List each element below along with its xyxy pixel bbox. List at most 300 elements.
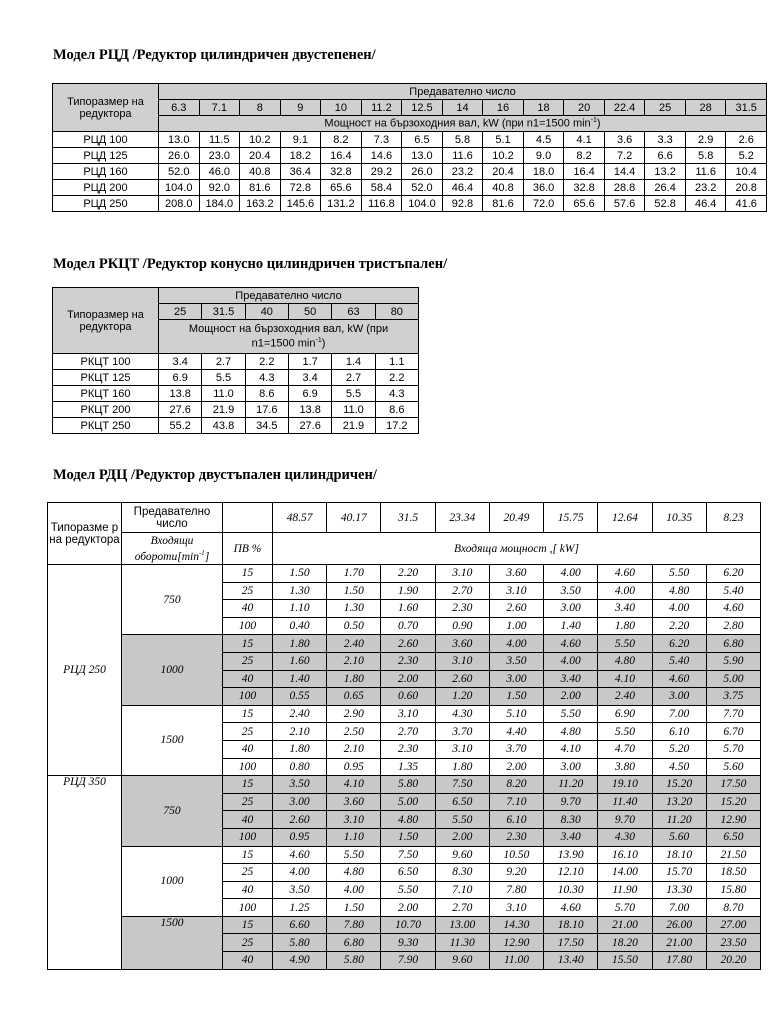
value-cell: 1.50 [327, 899, 381, 917]
value-cell: 3.6 [604, 132, 645, 148]
table-row [48, 846, 761, 864]
speed-cell: 750 [122, 565, 223, 635]
value-cell: 20.4 [240, 148, 281, 164]
value-cell: 5.50 [598, 723, 652, 741]
rkct-power-table [52, 287, 419, 434]
value-cell: 4.00 [652, 600, 706, 618]
value-cell: 40.8 [483, 180, 524, 196]
value-cell: 1.80 [273, 635, 327, 653]
value-cell: 18.0 [523, 164, 564, 180]
value-cell: 1.80 [327, 670, 381, 688]
value-cell: 6.60 [273, 916, 327, 934]
value-cell: 27.00 [706, 916, 760, 934]
table-row [53, 196, 767, 212]
value-cell: 7.80 [489, 881, 543, 899]
pv-cell: 100 [223, 617, 273, 635]
value-cell: 11.90 [598, 881, 652, 899]
value-cell: 9.1 [280, 132, 321, 148]
value-cell: 23.0 [199, 148, 240, 164]
value-cell: 17.6 [245, 402, 288, 418]
ratio-cell: 9 [280, 100, 321, 116]
value-cell: 1.90 [381, 582, 435, 600]
value-cell: 2.20 [652, 617, 706, 635]
value-cell: 23.2 [685, 180, 726, 196]
superscript: -1 [315, 337, 322, 345]
row-label: РЦД 100 [53, 132, 159, 148]
value-cell: 3.70 [489, 740, 543, 758]
value-cell: 18.2 [280, 148, 321, 164]
value-cell: 8.6 [375, 402, 418, 418]
value-cell: 208.0 [159, 196, 200, 212]
value-cell: 8.2 [564, 148, 605, 164]
value-cell: 4.80 [598, 652, 652, 670]
value-cell: 4.00 [544, 652, 598, 670]
value-cell: 58.4 [361, 180, 402, 196]
pv-cell: 15 [223, 705, 273, 723]
value-cell: 15.70 [652, 864, 706, 882]
table-row [48, 635, 761, 653]
value-cell: 0.60 [381, 688, 435, 706]
value-cell: 6.9 [288, 386, 331, 402]
value-cell: 3.40 [544, 670, 598, 688]
value-cell: 3.60 [489, 565, 543, 583]
value-cell: 4.3 [375, 386, 418, 402]
row-label: РЦД 160 [53, 164, 159, 180]
ratio-cell: 12.5 [402, 100, 443, 116]
value-cell: 57.6 [604, 196, 645, 212]
value-cell: 1.50 [489, 688, 543, 706]
row-label: РКЦТ 100 [53, 354, 159, 370]
value-cell: 5.20 [652, 740, 706, 758]
value-cell: 8.20 [489, 776, 543, 794]
pv-cell: 100 [223, 828, 273, 846]
value-cell: 72.0 [523, 196, 564, 212]
table-row [48, 565, 761, 583]
value-cell: 5.00 [381, 793, 435, 811]
pv-cell: 25 [223, 582, 273, 600]
ratio-cell: 80 [375, 304, 418, 320]
value-cell: 2.9 [685, 132, 726, 148]
value-cell: 19.10 [598, 776, 652, 794]
pv-cell: 40 [223, 740, 273, 758]
value-cell: 2.10 [327, 652, 381, 670]
value-cell: 5.50 [381, 881, 435, 899]
ratio-cell: 23.34 [435, 503, 489, 533]
pv-cell: 25 [223, 934, 273, 952]
value-cell: 81.6 [240, 180, 281, 196]
value-cell: 1.40 [544, 617, 598, 635]
value-cell: 2.90 [327, 705, 381, 723]
value-cell: 3.75 [706, 688, 760, 706]
value-cell: 5.50 [327, 846, 381, 864]
table-row [48, 776, 761, 794]
value-cell: 3.10 [435, 740, 489, 758]
ratio-cell: 50 [288, 304, 331, 320]
value-cell: 55.2 [159, 418, 202, 434]
value-cell: 4.60 [706, 600, 760, 618]
value-cell: 4.00 [327, 881, 381, 899]
ratio-header: Предавателно число [122, 503, 223, 533]
value-cell: 5.50 [598, 635, 652, 653]
value-cell: 65.6 [564, 196, 605, 212]
value-cell: 3.70 [435, 723, 489, 741]
value-cell: 72.8 [280, 180, 321, 196]
ratio-cell: 14 [442, 100, 483, 116]
value-cell: 13.30 [652, 881, 706, 899]
value-cell: 7.10 [489, 793, 543, 811]
value-cell: 5.2 [726, 148, 767, 164]
value-cell: 6.20 [706, 565, 760, 583]
value-cell: 11.5 [199, 132, 240, 148]
value-cell: 1.80 [273, 740, 327, 758]
value-cell: 26.00 [652, 916, 706, 934]
value-cell: 6.9 [159, 370, 202, 386]
value-cell: 0.95 [273, 828, 327, 846]
value-cell: 4.60 [544, 635, 598, 653]
value-cell: 3.50 [273, 776, 327, 794]
value-cell: 1.10 [327, 828, 381, 846]
value-cell: 7.00 [652, 899, 706, 917]
value-cell: 21.9 [202, 402, 245, 418]
value-cell: 4.70 [598, 740, 652, 758]
value-cell: 5.5 [202, 370, 245, 386]
value-cell: 3.3 [645, 132, 686, 148]
value-cell: 5.70 [598, 899, 652, 917]
blank-cell [223, 503, 273, 533]
ratio-cell: 8.23 [706, 503, 760, 533]
value-cell: 0.40 [273, 617, 327, 635]
value-cell: 13.20 [652, 793, 706, 811]
value-cell: 3.10 [489, 899, 543, 917]
value-cell: 6.50 [435, 793, 489, 811]
ratio-cell: 48.57 [273, 503, 327, 533]
value-cell: 13.40 [544, 952, 598, 970]
value-cell: 7.90 [381, 952, 435, 970]
value-cell: 52.0 [402, 180, 443, 196]
value-cell: 5.60 [706, 758, 760, 776]
value-cell: 32.8 [321, 164, 362, 180]
value-cell: 1.7 [288, 354, 331, 370]
value-cell: 1.50 [381, 828, 435, 846]
value-cell: 4.30 [435, 705, 489, 723]
value-cell: 20.8 [726, 180, 767, 196]
table-row [53, 418, 419, 434]
value-cell: 5.00 [706, 670, 760, 688]
value-cell: 18.10 [544, 916, 598, 934]
value-cell: 11.0 [202, 386, 245, 402]
value-cell: 2.70 [435, 582, 489, 600]
value-cell: 12.10 [544, 864, 598, 882]
value-cell: 2.00 [381, 670, 435, 688]
value-cell: 1.25 [273, 899, 327, 917]
value-cell: 9.70 [598, 811, 652, 829]
ratio-cell: 31.5 [202, 304, 245, 320]
speed-cell: 1000 [122, 846, 223, 916]
value-cell: 23.2 [442, 164, 483, 180]
value-cell: 2.7 [332, 370, 375, 386]
value-cell: 104.0 [402, 196, 443, 212]
table-row [53, 164, 767, 180]
value-cell: 46.4 [685, 196, 726, 212]
value-cell: 4.30 [598, 828, 652, 846]
power-header: Мощност на бързоходния вал, kW (при n1=1500 $\min^{-1}$) [159, 116, 767, 132]
value-cell: 2.70 [435, 899, 489, 917]
value-cell: 0.95 [327, 758, 381, 776]
table-row [48, 916, 761, 934]
speed-header: Входящи $обороти[\min^{-1}]$ [122, 533, 223, 565]
ratio-cell: 16 [483, 100, 524, 116]
value-cell: 7.80 [327, 916, 381, 934]
value-cell: 1.80 [435, 758, 489, 776]
value-cell: 14.6 [361, 148, 402, 164]
value-cell: 46.0 [199, 164, 240, 180]
value-cell: 5.70 [706, 740, 760, 758]
value-cell: 1.35 [381, 758, 435, 776]
value-cell: 3.10 [435, 652, 489, 670]
pv-cell: 40 [223, 600, 273, 618]
superscript: -1 [198, 548, 205, 557]
ratio-header: Предавателно число [159, 288, 419, 304]
value-cell: 5.90 [706, 652, 760, 670]
value-cell: 1.30 [327, 600, 381, 618]
value-cell: 6.5 [402, 132, 443, 148]
value-cell: 3.10 [327, 811, 381, 829]
value-cell: 116.8 [361, 196, 402, 212]
value-cell: 0.70 [381, 617, 435, 635]
value-cell: 7.50 [381, 846, 435, 864]
row-label: РКЦТ 160 [53, 386, 159, 402]
value-cell: 21.50 [706, 846, 760, 864]
value-cell: 4.00 [598, 582, 652, 600]
value-cell: 2.00 [544, 688, 598, 706]
section2-heading: Модел РКЦТ /Редуктор конусно цилиндричен тристъпален/ [53, 256, 448, 272]
value-cell: 4.10 [598, 670, 652, 688]
value-cell: 10.2 [240, 132, 281, 148]
value-cell: 17.50 [544, 934, 598, 952]
ratio-cell: 28 [685, 100, 726, 116]
ratio-cell: 11.2 [361, 100, 402, 116]
value-cell: 5.10 [489, 705, 543, 723]
value-cell: 6.6 [645, 148, 686, 164]
value-cell: 13.8 [288, 402, 331, 418]
value-cell: 26.0 [159, 148, 200, 164]
value-cell: 4.40 [489, 723, 543, 741]
value-cell: 41.6 [726, 196, 767, 212]
value-cell: 3.00 [544, 758, 598, 776]
value-cell: 9.60 [435, 846, 489, 864]
rcd-power-table [52, 83, 767, 212]
value-cell: 5.5 [332, 386, 375, 402]
speed-cell: 750 [122, 776, 223, 846]
value-cell: 21.9 [332, 418, 375, 434]
row-label: РКЦТ 200 [53, 402, 159, 418]
value-cell: 2.60 [381, 635, 435, 653]
value-cell: 3.60 [327, 793, 381, 811]
value-cell: 3.50 [489, 652, 543, 670]
value-cell: 16.4 [321, 148, 362, 164]
value-cell: 11.0 [332, 402, 375, 418]
row-label: РЦД 200 [53, 180, 159, 196]
value-cell: 10.4 [726, 164, 767, 180]
value-cell: 10.70 [381, 916, 435, 934]
value-cell: 4.60 [544, 899, 598, 917]
value-cell: 104.0 [159, 180, 200, 196]
value-cell: 36.0 [523, 180, 564, 196]
value-cell: 20.20 [706, 952, 760, 970]
value-cell: 2.40 [598, 688, 652, 706]
value-cell: 2.30 [435, 600, 489, 618]
value-cell: 4.00 [273, 864, 327, 882]
value-cell: 3.50 [544, 582, 598, 600]
value-cell: 4.80 [381, 811, 435, 829]
value-cell: 7.3 [361, 132, 402, 148]
value-cell: 5.1 [483, 132, 524, 148]
value-cell: 4.5 [523, 132, 564, 148]
value-cell: 11.00 [489, 952, 543, 970]
value-cell: 6.90 [598, 705, 652, 723]
value-cell: 5.50 [544, 705, 598, 723]
value-cell: 2.2 [375, 370, 418, 386]
value-cell: 7.70 [706, 705, 760, 723]
pv-cell: 40 [223, 881, 273, 899]
table-row [53, 402, 419, 418]
value-cell: 5.40 [706, 582, 760, 600]
ratio-cell: 8 [240, 100, 281, 116]
value-cell: 4.10 [544, 740, 598, 758]
value-cell: 4.3 [245, 370, 288, 386]
value-cell: 1.60 [381, 600, 435, 618]
value-cell: 8.6 [245, 386, 288, 402]
table-row [53, 354, 419, 370]
value-cell: 4.60 [598, 565, 652, 583]
speed-cell: 1500 [122, 705, 223, 775]
power-header: Входяща мощност ,[ kW] [273, 533, 761, 565]
power-header: Мощност на бързоходния вал, kW (при n1=1500 $\min^{-1}$) [159, 320, 419, 354]
table-row [53, 180, 767, 196]
value-cell: 6.20 [652, 635, 706, 653]
value-cell: 28.8 [604, 180, 645, 196]
value-cell: 8.30 [544, 811, 598, 829]
value-cell: 21.00 [598, 916, 652, 934]
value-cell: 5.60 [652, 828, 706, 846]
value-cell: 4.80 [652, 582, 706, 600]
value-cell: 2.30 [489, 828, 543, 846]
value-cell: 2.10 [273, 723, 327, 741]
value-cell: 9.70 [544, 793, 598, 811]
value-cell: 11.6 [685, 164, 726, 180]
value-cell: 18.20 [598, 934, 652, 952]
value-cell: 52.8 [645, 196, 686, 212]
value-cell: 11.20 [652, 811, 706, 829]
value-cell: 1.10 [273, 600, 327, 618]
value-cell: 52.0 [159, 164, 200, 180]
value-cell: 9.20 [489, 864, 543, 882]
value-cell: 16.4 [564, 164, 605, 180]
value-cell: 4.00 [544, 565, 598, 583]
value-cell: 3.4 [288, 370, 331, 386]
ratio-cell: 20.49 [489, 503, 543, 533]
value-cell: 0.55 [273, 688, 327, 706]
value-cell: 2.60 [435, 670, 489, 688]
ratio-header: Предавателно число [159, 84, 767, 100]
value-cell: 81.6 [483, 196, 524, 212]
value-cell: 184.0 [199, 196, 240, 212]
ratio-cell: 15.75 [544, 503, 598, 533]
size-header: Типоразме р на редуктора [48, 503, 122, 565]
value-cell: 13.8 [159, 386, 202, 402]
ratio-cell: 10 [321, 100, 362, 116]
value-cell: 1.50 [273, 565, 327, 583]
ratio-cell: 10.35 [652, 503, 706, 533]
pv-cell: 25 [223, 793, 273, 811]
value-cell: 21.00 [652, 934, 706, 952]
table-row [53, 148, 767, 164]
value-cell: 15.20 [706, 793, 760, 811]
value-cell: 15.50 [598, 952, 652, 970]
ratio-cell: 7.1 [199, 100, 240, 116]
value-cell: 1.70 [327, 565, 381, 583]
pv-cell: 100 [223, 899, 273, 917]
value-cell: 23.50 [706, 934, 760, 952]
value-cell: 92.0 [199, 180, 240, 196]
value-cell: 2.60 [489, 600, 543, 618]
pv-cell: 40 [223, 670, 273, 688]
section3-heading: Модел РДЦ /Редуктор двустъпален цилиндричен/ [53, 467, 377, 483]
value-cell: 12.90 [489, 934, 543, 952]
row-label: РКЦТ 125 [53, 370, 159, 386]
value-cell: 4.60 [273, 846, 327, 864]
value-cell: 4.60 [652, 670, 706, 688]
value-cell: 11.40 [598, 793, 652, 811]
row-label: РЦД 125 [53, 148, 159, 164]
value-cell: 14.4 [604, 164, 645, 180]
value-cell: 6.70 [706, 723, 760, 741]
value-cell: 65.6 [321, 180, 362, 196]
value-cell: 4.80 [327, 864, 381, 882]
value-cell: 26.0 [402, 164, 443, 180]
value-cell: 2.30 [381, 740, 435, 758]
value-cell: 1.30 [273, 582, 327, 600]
value-cell: 8.2 [321, 132, 362, 148]
value-cell: 2.60 [273, 811, 327, 829]
value-cell: 92.8 [442, 196, 483, 212]
value-cell: 6.50 [381, 864, 435, 882]
row-label: РЦД 250 [53, 196, 159, 212]
value-cell: 5.50 [652, 565, 706, 583]
ratio-cell: 31.5 [381, 503, 435, 533]
value-cell: 11.20 [544, 776, 598, 794]
value-cell: 17.50 [706, 776, 760, 794]
value-cell: 15.80 [706, 881, 760, 899]
value-cell: 0.65 [327, 688, 381, 706]
value-cell: 3.10 [381, 705, 435, 723]
value-cell: 5.8 [442, 132, 483, 148]
pv-cell: 100 [223, 758, 273, 776]
value-cell: 14.30 [489, 916, 543, 934]
ratio-cell: 40 [245, 304, 288, 320]
model-label: РЦД 250 [48, 565, 122, 776]
table-row [53, 132, 767, 148]
value-cell: 5.80 [273, 934, 327, 952]
value-cell: 3.60 [435, 635, 489, 653]
value-cell: 2.6 [726, 132, 767, 148]
value-cell: 2.40 [273, 705, 327, 723]
pv-cell: 100 [223, 688, 273, 706]
pv-cell: 40 [223, 811, 273, 829]
value-cell: 13.00 [435, 916, 489, 934]
value-cell: 3.10 [435, 565, 489, 583]
value-cell: 5.80 [327, 952, 381, 970]
